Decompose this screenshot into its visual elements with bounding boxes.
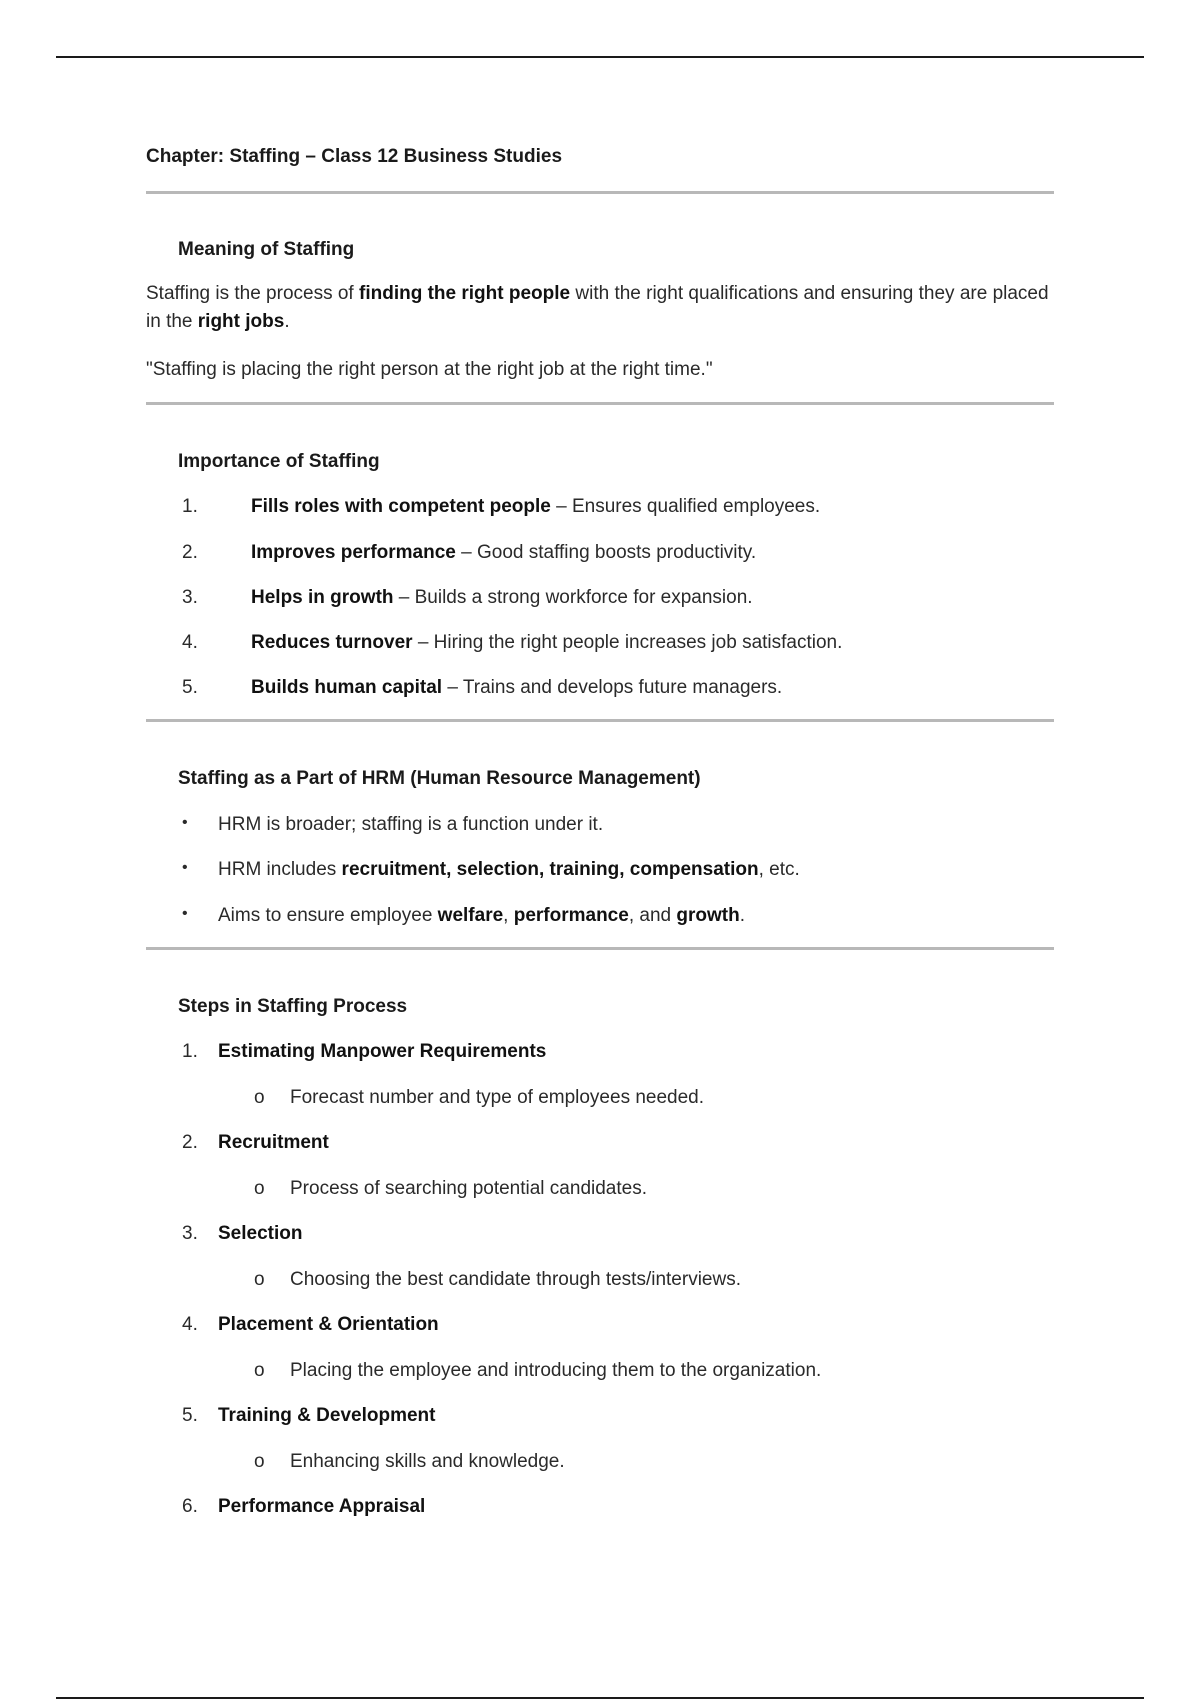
step-description: Enhancing skills and knowledge. <box>290 1451 565 1472</box>
meaning-heading: Meaning of Staffing <box>178 239 355 260</box>
importance-item-desc: – Builds a strong workforce for expansion. <box>393 587 753 608</box>
list-number: 2. <box>182 542 198 563</box>
importance-item-text <box>251 587 753 609</box>
steps-heading: Steps in Staffing Process <box>178 996 408 1017</box>
step-title: Performance Appraisal <box>218 1496 426 1517</box>
bullet-icon: • <box>182 814 188 831</box>
list-number: 6. <box>182 1496 198 1517</box>
circle-bullet-icon: o <box>254 1451 265 1472</box>
importance-item-title: Reduces turnover <box>251 632 413 653</box>
list-number: 4. <box>182 632 198 653</box>
page-bottom-rule <box>56 1697 1144 1699</box>
hrm-bold: growth <box>676 905 740 926</box>
step-title: Placement & Orientation <box>218 1314 439 1335</box>
step-description: Placing the employee and introducing them to the organization. <box>290 1360 822 1381</box>
bullet-icon: • <box>182 905 188 922</box>
hrm-bold: recruitment, selection, training, compensation <box>341 859 759 880</box>
importance-item-text <box>251 632 842 654</box>
importance-item-title: Helps in growth <box>251 587 394 608</box>
step-title: Training & Development <box>218 1405 436 1426</box>
hrm-text: , and <box>628 905 677 926</box>
meaning-quote: "Staffing is placing the right person at the right job at the right time." <box>146 359 713 380</box>
bullet-icon: • <box>182 859 188 876</box>
meaning-bold: finding the right people <box>359 283 571 304</box>
importance-item-text <box>251 677 782 699</box>
section-divider <box>146 719 1054 722</box>
section-divider <box>146 191 1054 194</box>
hrm-text: HRM includes <box>218 859 342 880</box>
step-description: Forecast number and type of employees needed. <box>290 1087 705 1108</box>
importance-item-text <box>251 542 756 564</box>
circle-bullet-icon: o <box>254 1178 265 1199</box>
page-top-rule <box>56 56 1144 58</box>
importance-heading: Importance of Staffing <box>178 451 380 472</box>
step-title: Selection <box>218 1223 303 1244</box>
hrm-item-text <box>218 859 800 881</box>
hrm-item-text <box>218 905 745 927</box>
list-number: 3. <box>182 587 198 608</box>
hrm-text: , etc. <box>758 859 800 880</box>
list-number: 5. <box>182 1405 198 1426</box>
list-number: 1. <box>182 1041 198 1062</box>
importance-item-title: Fills roles with competent people <box>251 496 551 517</box>
meaning-text: . <box>284 311 290 332</box>
list-number: 1. <box>182 496 198 517</box>
meaning-text: Staffing is the process of <box>146 283 359 304</box>
step-description: Process of searching potential candidates. <box>290 1178 647 1199</box>
step-description: Choosing the best candidate through tests/interviews. <box>290 1269 741 1290</box>
hrm-item-text <box>218 814 603 836</box>
meaning-bold: right jobs <box>197 311 285 332</box>
list-number: 2. <box>182 1132 198 1153</box>
importance-item-desc: – Good staffing boosts productivity. <box>455 542 757 563</box>
section-divider <box>146 947 1054 950</box>
circle-bullet-icon: o <box>254 1360 265 1381</box>
hrm-bold: performance <box>513 905 629 926</box>
list-number: 5. <box>182 677 198 698</box>
circle-bullet-icon: o <box>254 1087 265 1108</box>
importance-item-desc: – Ensures qualified employees. <box>550 496 821 517</box>
importance-item-desc: – Trains and develops future managers. <box>442 677 783 698</box>
importance-item-text <box>251 496 820 518</box>
section-divider <box>146 402 1054 405</box>
hrm-heading: Staffing as a Part of HRM (Human Resource Management) <box>178 768 701 789</box>
list-number: 3. <box>182 1223 198 1244</box>
list-number: 4. <box>182 1314 198 1335</box>
hrm-text: . <box>739 905 745 926</box>
importance-item-title: Builds human capital <box>251 677 443 698</box>
meaning-paragraph <box>146 280 1056 336</box>
hrm-text: , <box>503 905 514 926</box>
hrm-bold: welfare <box>437 905 504 926</box>
hrm-text: HRM is broader; staffing is a function under it. <box>218 814 604 835</box>
meaning-text: with the right qualifications and ensuring they are placed in the <box>146 283 1049 332</box>
hrm-text: Aims to ensure employee <box>218 905 438 926</box>
document-title: Chapter: Staffing – Class 12 Business Studies <box>146 146 563 167</box>
step-title: Recruitment <box>218 1132 329 1153</box>
circle-bullet-icon: o <box>254 1269 265 1290</box>
importance-item-title: Improves performance <box>251 542 456 563</box>
step-title: Estimating Manpower Requirements <box>218 1041 547 1062</box>
importance-item-desc: – Hiring the right people increases job satisfaction. <box>412 632 843 653</box>
